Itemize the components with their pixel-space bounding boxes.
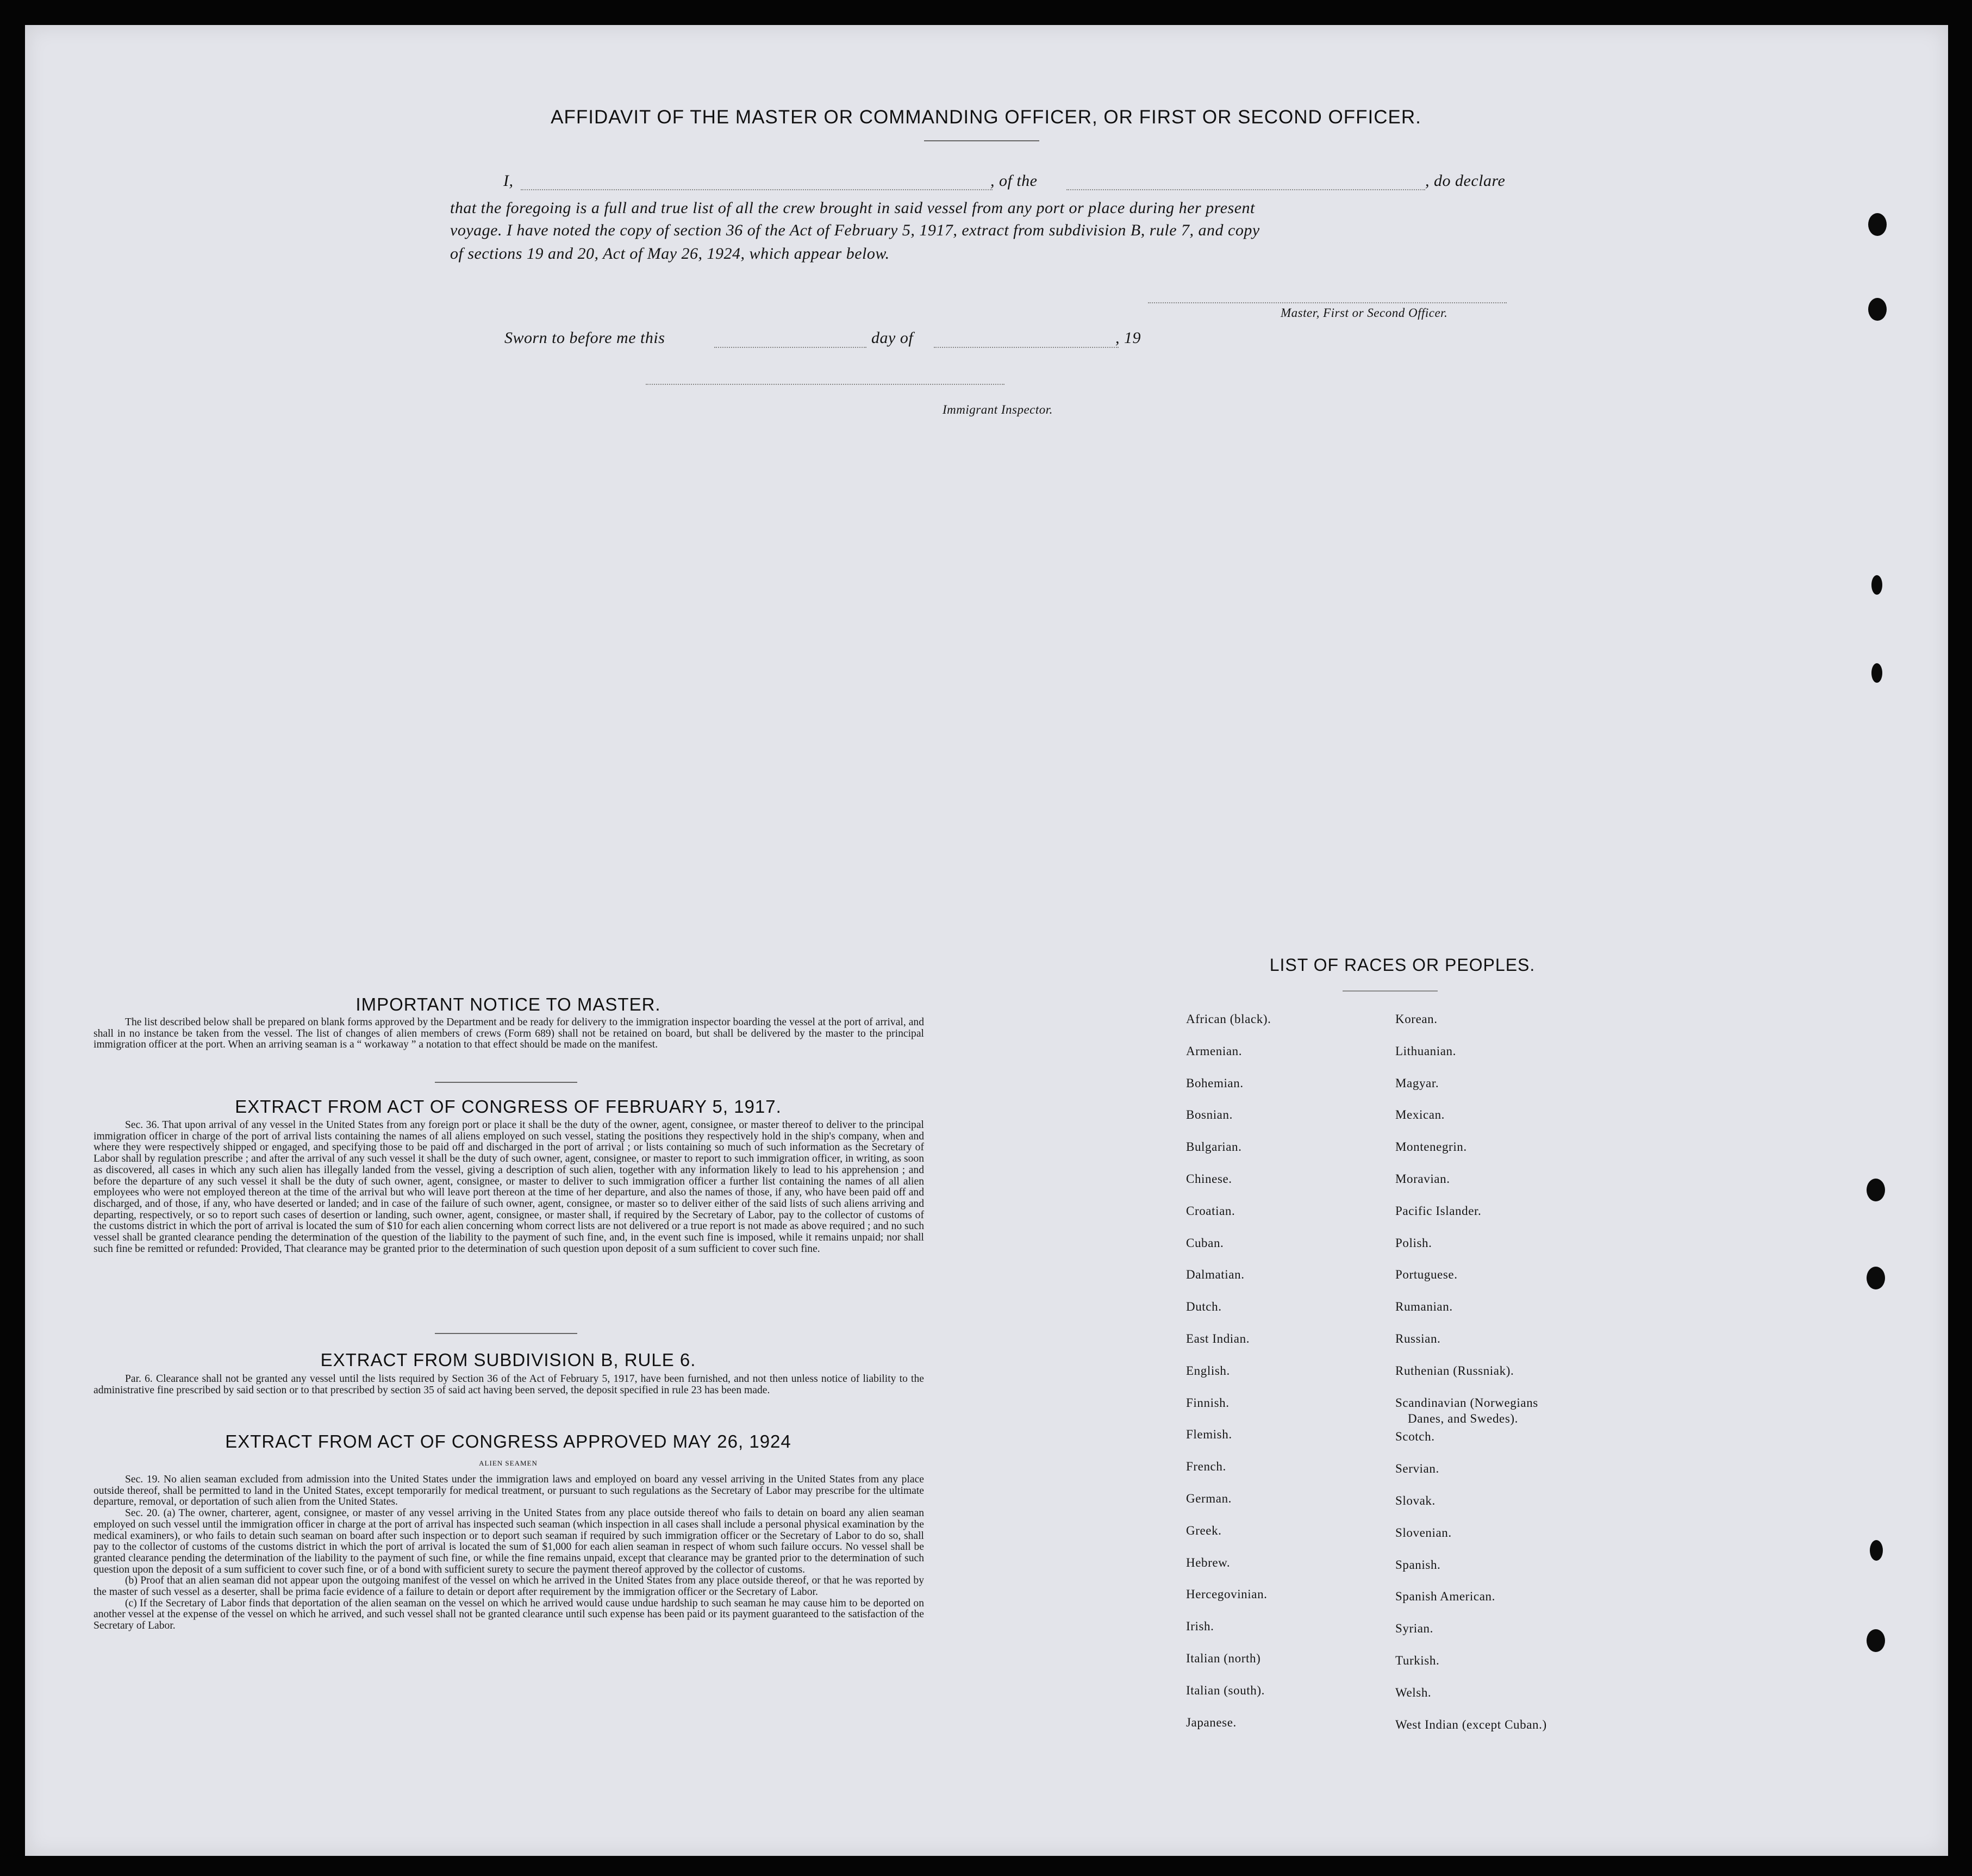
race-item: Mexican. — [1395, 1108, 1445, 1122]
title-divider — [924, 140, 1039, 141]
binder-hole — [1871, 663, 1882, 683]
declaration-body-line-3: of sections 19 and 20, Act of May 26, 1924, which appear below. — [450, 245, 890, 263]
race-item: Servian. — [1395, 1462, 1439, 1476]
races-divider — [1343, 990, 1438, 992]
race-item: East Indian. — [1186, 1332, 1250, 1345]
binder-hole — [1870, 1540, 1883, 1561]
sworn-month-blank — [934, 347, 1119, 348]
race-item: French. — [1186, 1460, 1226, 1474]
race-item: Cuban. — [1186, 1236, 1224, 1250]
race-item: Chinese. — [1186, 1172, 1232, 1186]
race-item: Rumanian. — [1395, 1300, 1453, 1314]
race-item: Scotch. — [1395, 1430, 1435, 1444]
section-divider — [435, 1082, 577, 1083]
notice-text — [93, 1017, 924, 1051]
section-36-paragraph: Sec. 36. That upon arrival of any vessel in the United States from any foreign port or place it shall be the duty of the owner, agent, consignee, or master thereof to deliver to the principal immigration officer in charge of the port of arrival lists containing the names of all aliens employed on such vessel, stating the positions they respectively hold in the ship's company, when and where they were respectively shipped or engaged, and specifying those to be paid off and discharged in the port of arrival ; or lists containing so much of such information as the Secretary of Labor shall by regulation prescribe ; and after the arrival of any such vessel it shall be the duty of such owner, agent, consignee, or master to report to such immigration officer, in writing, as soon as discovered, all cases in which any such alien has illegally landed from the vessel, giving a description of such alien, together with any information likely to lead to his apprehension ; and before the departure of any such vessel it shall be the duty of such owner, agent, consignee, or master to deliver to such immigration officer a further list containing the names of all alien employees who were not employed thereon at the time of the arrival but who will leave port thereon at the time of her departure, and also the names of those, if any, who have been paid off and discharged, and of those, if any, who have deserted or landed; and in case of the failure of such owner, agent, consignee, or master so to deliver either of the said lists of such aliens arriving and departing, respectively, or so to report such cases of desertion or landing, such owner, agent, consignee, or master shall, if required by the Secretary of Labor, pay to the collector of customs of the customs district in which the port of arrival is located the sum of $10 for each alien concerning whom correct lists are not delivered or a true report is not made as above required ; and no such vessel shall be granted clearance pending the determination of the question of the liability to the payment of such fine, and, in the event such fine is imposed, while it remains unpaid; nor shall such fine be remitted or refunded: Provided, That clearance may be granted prior to the determination of such question upon deposit of a sum sufficient to cover such fine. — [93, 1119, 924, 1255]
declaration-body-line-1: that the foregoing is a full and true list of all the crew brought in said vessel from any port or place during her present — [450, 199, 1255, 217]
binder-hole — [1871, 575, 1882, 595]
extract-1924-subtitle: ALIEN SEAMEN — [479, 1459, 538, 1467]
race-item: Korean. — [1395, 1012, 1438, 1026]
signature-line — [1148, 302, 1507, 303]
notice-title: IMPORTANT NOTICE TO MASTER. — [355, 994, 661, 1014]
race-item: Turkish. — [1395, 1654, 1440, 1667]
race-item: Ruthenian (Russniak). — [1395, 1363, 1514, 1378]
race-item: Welsh. — [1395, 1685, 1432, 1699]
binder-hole — [1868, 213, 1887, 236]
race-item: Croatian. — [1186, 1204, 1235, 1218]
binder-hole — [1867, 1179, 1885, 1201]
race-item: Slovenian. — [1395, 1525, 1452, 1540]
sworn-prefix: Sworn to before me this — [504, 329, 665, 347]
race-item: Armenian. — [1186, 1044, 1243, 1058]
race-item: West Indian (except Cuban.) — [1395, 1717, 1547, 1731]
race-item: Bohemian. — [1186, 1076, 1244, 1090]
section-20a-paragraph: Sec. 20. (a) The owner, charterer, agent, consignee, or master of any vessel arriving in the United States from any place outside thereof who fails to detain on board any alien seaman employed on such vessel until the immigration officer in charge at the port of arrival has inspected such seaman (which inspection in all cases shall include a personal physical examination by the medical examiners), or who fails to detain such seaman on board after such inspection or to deport such seaman if required by such immigration officer or the Secretary of Labor to do so, shall pay to the collector of customs of the customs district in which the port of arrival is located the sum of $1,000 for each alien seaman in respect of whom such failure occurs. No vessel shall be granted clearance pending the determination of the liability to the payment of such fine, or while the fine remains unpaid, except that clearance may be granted prior to the determination of such question upon the deposit of a sum sufficient to cover such fine, or of a bond with sufficient surety to secure the payment thereof approved by the collector of customs. — [93, 1507, 924, 1575]
inspector-line — [646, 384, 1004, 385]
binder-hole — [1867, 1629, 1885, 1652]
race-item: Dalmatian. — [1186, 1268, 1245, 1282]
race-item: Syrian. — [1395, 1622, 1433, 1636]
section-20b-paragraph: (b) Proof that an alien seaman did not appear upon the outgoing manifest of the vessel on which he arrived in the United States from any place outside thereof, or that he was reported by the master of such vessel as a deserter, shall be prima facie evidence of a failure to detain or deport after requirement by the immigration officer or the Secretary of Labor. — [93, 1575, 924, 1598]
race-item: Montenegrin. — [1395, 1140, 1467, 1154]
declaration-i: I, — [503, 172, 514, 190]
race-item: Polish. — [1395, 1236, 1432, 1250]
race-item: Bulgarian. — [1186, 1140, 1242, 1154]
notice-paragraph: The list described below shall be prepared on blank forms approved by the Department and be ready for delivery to the immigration inspector boarding the vessel at the port of arrival, and shall in no instance be taken from the vessel. The list of changes of alien members of crews (Form 689) shall not be retained on board, but shall be delivered by the master to the principal immigration officer at the port. When an arriving seaman is a “ workaway ” a notation to that effect should be made on the manifest. — [93, 1017, 924, 1051]
race-item: Magyar. — [1395, 1076, 1439, 1090]
sworn-year: , 19 — [1115, 329, 1141, 347]
race-item: Finnish. — [1186, 1395, 1230, 1410]
race-item: Pacific Islander. — [1395, 1204, 1482, 1218]
name-blank — [521, 189, 993, 190]
sworn-day-blank — [714, 347, 866, 348]
inspector-caption: Immigrant Inspector. — [943, 403, 1053, 416]
sworn-day-of: day of — [871, 329, 914, 347]
binder-hole — [1868, 298, 1887, 321]
race-item: Greek. — [1186, 1523, 1222, 1537]
race-item: Japanese. — [1186, 1715, 1237, 1729]
extract-1924-title: EXTRACT FROM ACT OF CONGRESS APPROVED MAY 26, 1924 — [225, 1431, 791, 1451]
extract-rule6-title: EXTRACT FROM SUBDIVISION B, RULE 6. — [320, 1350, 696, 1370]
extract-1917-title: EXTRACT FROM ACT OF CONGRESS OF FEBRUARY 5, 1917. — [235, 1096, 782, 1117]
race-item: Russian. — [1395, 1332, 1441, 1345]
vessel-blank — [1066, 189, 1425, 190]
race-item: Lithuanian. — [1395, 1044, 1456, 1058]
signature-caption: Master, First or Second Officer. — [1281, 306, 1448, 320]
race-item: Dutch. — [1186, 1300, 1222, 1314]
race-item: Hercegovinian. — [1186, 1587, 1268, 1601]
section-19-paragraph: Sec. 19. No alien seaman excluded from admission into the United States under the immigration laws and employed on board any vessel arriving in the United States from any place outside thereof, shall be permitted to land in the United States, except temporarily for medical treatment, or pursuant to such regulations as the Secretary of Labor may prescribe for the ultimate departure, removal, or deportation of such alien from the United States. — [93, 1474, 924, 1508]
paragraph-6: Par. 6. Clearance shall not be granted any vessel until the lists required by Section 36 of the Act of February 5, 1917, have been furnished, and not then unless notice of liability to the administrative fine prescribed by said section or to that prescribed by section 35 of said act having been served, the deposit specified in rule 23 has been made. — [93, 1373, 924, 1396]
race-item: Bosnian. — [1186, 1108, 1233, 1122]
race-item: Portuguese. — [1395, 1268, 1458, 1282]
race-continuation: Danes, and Swedes). — [1408, 1412, 1519, 1425]
declaration-do-declare: , do declare — [1425, 172, 1506, 190]
binder-hole — [1867, 1267, 1885, 1289]
race-item: Irish. — [1186, 1619, 1214, 1634]
section-divider — [435, 1333, 577, 1334]
race-item: English. — [1186, 1363, 1230, 1378]
declaration-body-line-2: voyage. I have noted the copy of section 36 of the Act of February 5, 1917, extract from subdivision B, rule 7, and copy — [450, 221, 1260, 239]
race-item: Spanish. — [1395, 1557, 1441, 1572]
race-item: German. — [1186, 1492, 1232, 1505]
races-title: LIST OF RACES OR PEOPLES. — [1269, 955, 1536, 975]
race-item: Slovak. — [1395, 1494, 1436, 1507]
race-item: Spanish American. — [1395, 1590, 1495, 1604]
affidavit-title: AFFIDAVIT OF THE MASTER OR COMMANDING OFFICER, OR FIRST OR SECOND OFFICER. — [551, 107, 1421, 128]
race-item: Flemish. — [1186, 1428, 1232, 1442]
extract-1924-text — [93, 1474, 924, 1632]
race-item: Italian (south). — [1186, 1683, 1265, 1697]
extract-rule6-text — [93, 1374, 924, 1396]
race-item: Moravian. — [1395, 1172, 1450, 1186]
declaration-of-the: , of the — [990, 172, 1038, 190]
race-item: African (black). — [1186, 1012, 1271, 1026]
race-item: Scandinavian (Norwegians — [1395, 1395, 1538, 1410]
race-item: Italian (north) — [1186, 1651, 1261, 1665]
extract-1917-text — [93, 1120, 924, 1255]
race-item: Hebrew. — [1186, 1555, 1231, 1569]
section-20c-paragraph: (c) If the Secretary of Labor finds that deportation of the alien seaman on the vessel on which he arrived would cause undue hardship to such seaman he may cause him to be deported on another vessel at the expense of the vessel on which he arrived, and such vessel shall not be granted clearance until such expense has been paid or its payment guaranteed to the satisfaction of the Secretary of Labor. — [93, 1597, 924, 1632]
